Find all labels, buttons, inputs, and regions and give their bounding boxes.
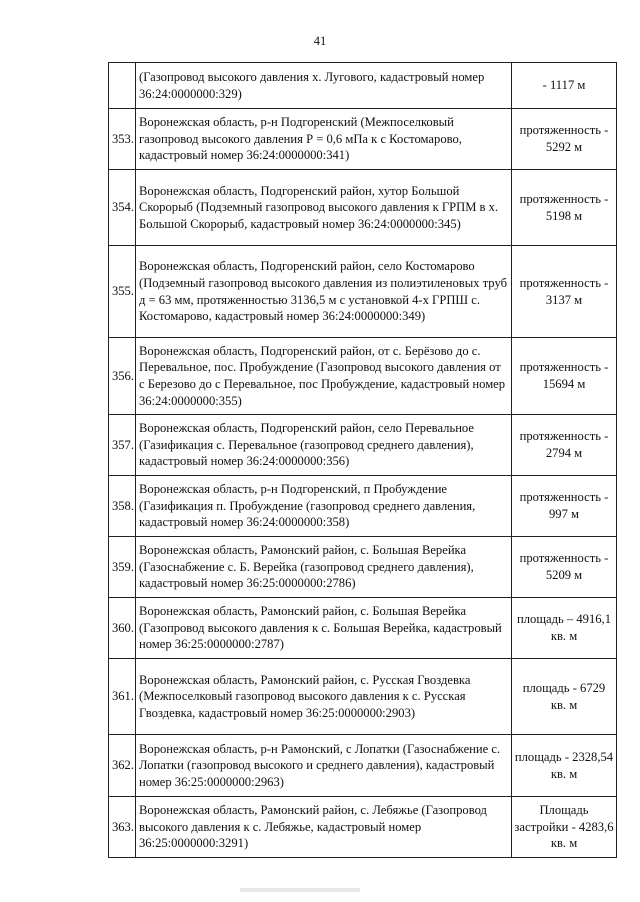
table-row [109, 170, 617, 246]
scan-artifact [240, 888, 360, 892]
table-row [109, 415, 617, 476]
table-row [109, 598, 617, 659]
row-measure: протяженность - 5292 м [512, 109, 617, 170]
table-row [109, 338, 617, 415]
row-number: 363. [109, 797, 136, 858]
row-number: 357. [109, 415, 136, 476]
row-number: 361. [109, 659, 136, 735]
register-table [108, 62, 617, 858]
table-row [109, 476, 617, 537]
row-number: 362. [109, 735, 136, 797]
row-measure: площадь - 6729 кв. м [512, 659, 617, 735]
page-number: 41 [313, 34, 327, 48]
row-number: 354. [109, 170, 136, 246]
row-description: (Газопровод высокого давления х. Лугового, кадастровый номер 36:24:0000000:329) [136, 63, 512, 109]
table-row [109, 63, 617, 109]
row-description: Воронежская область, Рамонский район, с. Большая Верейка (Газопровод высокого давления к с. Большая Верейка, кадастровый номер 36:25:0000000:2787) [136, 598, 512, 659]
row-number [109, 63, 136, 109]
row-number: 353. [109, 109, 136, 170]
row-measure: площадь – 4916,1 кв. м [512, 598, 617, 659]
row-measure: Площадь застройки - 4283,6 кв. м [512, 797, 617, 858]
row-measure: протяженность - 5209 м [512, 537, 617, 598]
row-description: Воронежская область, р-н Подгоренский, п Пробуждение (Газификация п. Пробуждение (газопровод среднего давления, кадастровый номер 36:24:0000000:358) [136, 476, 512, 537]
row-measure: площадь - 2328,54 кв. м [512, 735, 617, 797]
table-row [109, 659, 617, 735]
row-measure: протяженность - 5198 м [512, 170, 617, 246]
row-measure: - 1117 м [512, 63, 617, 109]
row-description: Воронежская область, Рамонский район, с. Лебяжье (Газопровод высокого давления к с. Лебяжье, кадастровый номер 36:25:0000000:3291) [136, 797, 512, 858]
table-row [109, 797, 617, 858]
table-row [109, 109, 617, 170]
row-description: Воронежская область, Подгоренский район, село Перевальное (Газификация с. Перевальное (газопровод среднего давления), кадастровый номер 36:24:0000000:356) [136, 415, 512, 476]
row-description: Воронежская область, Подгоренский район, хутор Большой Скорорыб (Подземный газопровод высокого давления к ГРПМ в х. Большой Скорорыб, кадастровый номер 36:24:0000000:345) [136, 170, 512, 246]
row-measure: протяженность - 15694 м [512, 338, 617, 415]
row-number: 355. [109, 246, 136, 338]
row-description: Воронежская область, Подгоренский район, от с. Берёзово до с. Перевальное, пос. Пробуждение (Газопровод высокого давления от с Березово до с Перевальное, пос Пробуждение, кадастровый номер 36:24:0000000:355) [136, 338, 512, 415]
row-description: Воронежская область, Рамонский район, с. Русская Гвоздевка (Межпоселковый газопровод высокого давления к с. Русская Гвоздевка, кадастровый номер 36:25:0000000:2903) [136, 659, 512, 735]
row-number: 360. [109, 598, 136, 659]
row-description: Воронежская область, Подгоренский район, село Костомарово (Подземный газопровод высокого давления из полиэтиленовых труб д = 63 мм, протяженностью 3136,5 м с установкой 4-х ГРПШ с. Костомарово, кадастровый номер 36:24:0000000:349) [136, 246, 512, 338]
row-description: Воронежская область, р-н Рамонский, с Лопатки (Газоснабжение с. Лопатки (газопровод высокого и среднего давления), кадастровый номер 36:25:0000000:2963) [136, 735, 512, 797]
row-description: Воронежская область, Рамонский район, с. Большая Верейка (Газоснабжение с. Б. Верейка (газопровод среднего давления), кадастровый номер 36:25:0000000:2786) [136, 537, 512, 598]
row-number: 358. [109, 476, 136, 537]
row-measure: протяженность - 2794 м [512, 415, 617, 476]
row-measure: протяженность - 3137 м [512, 246, 617, 338]
table-row [109, 735, 617, 797]
table-row [109, 537, 617, 598]
row-number: 356. [109, 338, 136, 415]
row-measure: протяженность - 997 м [512, 476, 617, 537]
row-number: 359. [109, 537, 136, 598]
row-description: Воронежская область, р-н Подгоренский (Межпоселковый газопровод высокого давления Р = 0,6 мПа к с Костомарово, кадастровый номер 36:24:0000000:341) [136, 109, 512, 170]
register-table-body [109, 63, 617, 858]
table-row [109, 246, 617, 338]
